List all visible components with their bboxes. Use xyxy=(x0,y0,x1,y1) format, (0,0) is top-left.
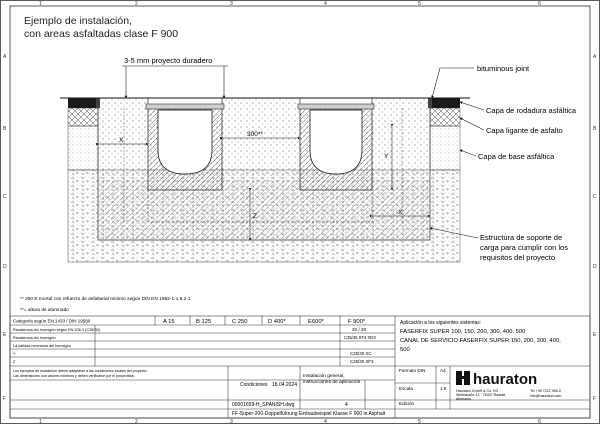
border-letter: E xyxy=(593,332,597,338)
value-cell: 20 / 20 xyxy=(352,327,367,332)
class-c250: C 250 xyxy=(232,319,248,325)
border-number: 3 xyxy=(230,419,233,424)
company-line3: Alemania xyxy=(456,397,471,401)
label-support-line1: Estructura de soporte de xyxy=(480,233,563,242)
border-number: 1 xyxy=(39,419,42,424)
border-number: 1 xyxy=(39,1,42,7)
label-bituminous-joint: bituminous joint xyxy=(477,64,530,73)
footer-description: FF-Super-200-Doppelführung Einbaubeispiel Klasse F 900 in Asphalt xyxy=(232,411,386,417)
dimension-x-left: X xyxy=(119,137,124,144)
value-cell: C25/30 XC xyxy=(350,351,372,356)
footnote-concrete: ** 250 E mortal con refuerzo de asfaltarial mínimo segun DIN EN 1992-1-1 6.2.1 xyxy=(20,297,191,302)
border-letter: D xyxy=(593,264,597,270)
description-line1: Instalación general, xyxy=(303,374,345,379)
application-title: Aplicación a los siguientes sistemas: xyxy=(400,320,482,326)
value-cell: C35/45 XF4 XD3 xyxy=(344,335,376,340)
border-letter: B xyxy=(3,126,7,132)
right-border-letters xyxy=(593,54,597,402)
dimension-x-right: X xyxy=(398,209,403,216)
border-letter: A xyxy=(593,54,597,60)
label-binder-course: Capa ligante de asfalto xyxy=(486,126,563,135)
asphalt-base-course xyxy=(68,126,98,170)
edition-label: Edición xyxy=(399,401,415,406)
channel-invert-left xyxy=(158,110,212,174)
format-label: Formato DIN xyxy=(399,368,426,373)
application-line3: 500 xyxy=(400,347,410,353)
border-number: 2 xyxy=(135,1,138,7)
application-line1: FASERFIX SUPER 100, 150, 200, 300, 400, 500 xyxy=(400,329,526,335)
company-email: info@hauraton.com xyxy=(530,394,562,398)
company-line1: Hauraton GmbH & Co. KG xyxy=(456,389,499,393)
label-support-line3: requisitos del proyecto xyxy=(480,253,556,262)
border-letter: F xyxy=(3,396,7,402)
company-line2: Werkstraße 13 · 76437 Rastatt xyxy=(456,393,506,397)
grating-right xyxy=(298,104,374,109)
class-e600: E600* xyxy=(308,319,324,325)
drawing-title-line2: con areas asfaltadas clase F 900 xyxy=(24,28,179,40)
class-row-label: Categoría según EN 1433 / DIN 19580 xyxy=(13,318,91,324)
border-number: 4 xyxy=(324,419,327,424)
class-a15: A 15 xyxy=(163,319,175,325)
class-d400: D 400* xyxy=(268,319,286,325)
left-border-letters xyxy=(3,54,7,402)
border-number: 2 xyxy=(135,419,138,424)
application-line2: CANAL DE SERVICIO FASERFIX SUPER 150, 200, 300, 400, xyxy=(400,338,561,344)
border-number: 6 xyxy=(538,1,541,7)
disclaimer-line2: Las dimensiones son valores mínimos y deben verificarse por el proyectista. xyxy=(13,374,135,378)
border-letter: C xyxy=(593,194,597,200)
format-value: A4 xyxy=(440,368,446,373)
border-letter: B xyxy=(593,126,597,132)
drawing-date: 18.04.2024 xyxy=(272,382,298,388)
row-label: Z xyxy=(13,360,16,364)
conditions-label: Condiciones xyxy=(240,382,268,388)
value-cell: C25/30 XF3 xyxy=(350,359,374,364)
row-label: Y xyxy=(13,352,16,356)
border-letter: E xyxy=(3,332,7,338)
label-durable-design: 3-5 mm proyecto duradero xyxy=(124,56,213,65)
border-letter: A xyxy=(3,54,7,60)
dimension-300: 300** xyxy=(247,131,263,138)
class-f900: F 900* xyxy=(348,319,366,325)
disclaimer-line1: Los ejemplos de instalación deben adaptarse a las condiciones locales del proyecto. xyxy=(13,369,148,373)
grating-left xyxy=(146,104,224,109)
channel-invert-right xyxy=(310,110,362,174)
border-number: 5 xyxy=(418,1,421,7)
border-number: 4 xyxy=(324,1,327,7)
row-label: Resistencia del hormigón xyxy=(13,336,56,340)
sheet-number: 4 xyxy=(345,402,348,408)
border-letter: C xyxy=(3,194,7,200)
border-letter: D xyxy=(3,264,7,270)
drawing-number: 00001659-H_SPANISH.dwg xyxy=(232,402,295,408)
class-b125: B 125 xyxy=(196,319,212,325)
asphalt-binder-course xyxy=(68,108,98,126)
dimension-y: Y xyxy=(384,153,389,160)
dimension-z: Z xyxy=(253,213,257,220)
scale-label: Escala xyxy=(399,386,413,391)
label-support-line2: carga para cumplir con los xyxy=(480,243,568,252)
label-base-course: Capa de base asfáltica xyxy=(478,152,555,161)
border-number: 6 xyxy=(538,419,541,424)
border-number: 3 xyxy=(230,1,233,7)
company-phone: Tel +49 7222 958-0 xyxy=(530,389,561,393)
brand-name: hauraton xyxy=(473,371,538,388)
row-label: Resistencia del hormigón según EN 206-1 (C25/30) xyxy=(13,328,100,332)
border-letter: F xyxy=(593,396,597,402)
cross-section xyxy=(60,98,470,262)
hauraton-logo xyxy=(456,371,537,388)
drawing-title-line1: Ejemplo de instalación, xyxy=(24,15,132,27)
border-number: 5 xyxy=(418,419,421,424)
asphalt-wearing-course xyxy=(68,98,98,108)
row-label: La calidad necesaria del hormigón xyxy=(13,344,71,348)
label-wearing-course: Capa de rodadura asfáltica xyxy=(486,106,577,115)
description-line2: instrucciones de aplicación xyxy=(303,380,361,385)
scale-value: 1:8 xyxy=(440,386,447,391)
footnote-height: **= altura de alumnado xyxy=(20,308,69,313)
